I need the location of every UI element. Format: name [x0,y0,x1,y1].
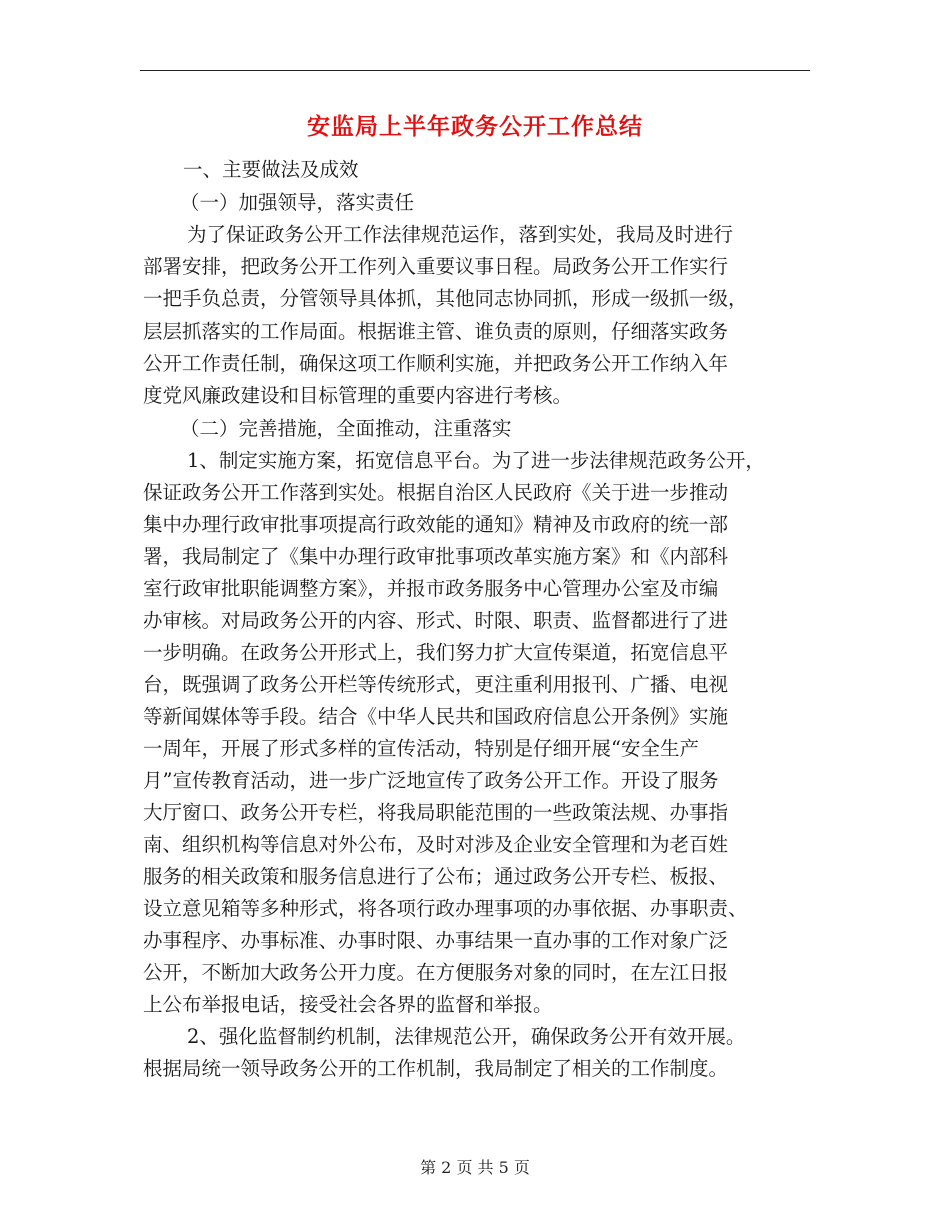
text-line: （二）完善措施，全面推动，注重落实 [180,417,512,440]
text-line: 一把手负总责，分管领导具体抓，其他同志协同抓，形成一级抓一级， [143,287,748,310]
text-line: 层层抓落实的工作局面。根据谁主管、谁负责的原则，仔细落实政务 [143,320,729,343]
text-line: 南、组织机构等信息对外公布，及时对涉及企业安全管理和为老百姓 [143,833,729,856]
text-line: 一、主要做法及成效 [183,158,359,181]
text-line: 为了保证政务公开工作法律规范运作，落到实处，我局及时进行 [187,223,734,246]
text-line: 根据局统一领导政务公开的工作机制，我局制定了相关的工作制度。 [143,1057,729,1080]
text-line: 办事程序、办事标准、办事时限、办事结果一直办事的工作对象广泛 [143,929,729,952]
text-line: 集中办理行政审批事项提高行政效能的通知》精神及市政府的统一部 [143,513,729,536]
text-line: 设立意见箱等多种形式，将各项行政办理事项的办事依据、办事职责、 [143,897,748,920]
text-line: 上公布举报电话，接受社会各界的监督和举报。 [143,993,553,1016]
document-title: 安监局上半年政务公开工作总结 [307,114,643,140]
text-line: 公开工作责任制，确保这项工作顺利实施，并把政务公开工作纳入年 [143,352,729,375]
text-line: 保证政务公开工作落到实处。根据自治区人民政府《关于进一步推动 [143,481,729,504]
text-line: 服务的相关政策和服务信息进行了公布；通过政务公开专栏、板报、 [143,865,729,888]
text-line: 办审核。对局政务公开的内容、形式、时限、职责、监督都进行了进 [143,609,729,632]
text-line: 部署安排，把政务公开工作列入重要议事日程。局政务公开工作实行 [143,255,729,278]
text-line: 1、制定实施方案，拓宽信息平台。为了进一步法律规范政务公开， [187,449,765,472]
text-line: （一）加强领导，落实责任 [180,191,415,214]
text-line: 月”宣传教育活动，进一步广泛地宣传了政务公开工作。开设了服务 [143,769,719,792]
header-rule [140,70,810,71]
text-line: 一周年，开展了形式多样的宣传活动，特别是仔细开展“安全生产 [143,737,699,760]
text-line: 室行政审批职能调整方案》，并报市政务服务中心管理办公室及市编 [143,577,719,600]
page-number: 第 2 页 共 5 页 [420,1158,530,1177]
text-line: 署，我局制定了《集中办理行政审批事项改革实施方案》和《内部科 [143,545,729,568]
text-line: 等新闻媒体等手段。结合《中华人民共和国政府信息公开条例》实施 [143,705,729,728]
text-line: 一步明确。在政务公开形式上，我们努力扩大宣传渠道，拓宽信息平 [143,641,729,664]
text-line: 台，既强调了政务公开栏等传统形式，更注重利用报刊、广播、电视 [143,673,729,696]
text-line: 公开，不断加大政务公开力度。在方便服务对象的同时，在左江日报 [143,961,729,984]
text-line: 度党风廉政建设和目标管理的重要内容进行考核。 [143,384,573,407]
text-line: 大厅窗口、政务公开专栏，将我局职能范围的一些政策法规、办事指 [143,801,729,824]
text-line: 2、强化监督制约机制，法律规范公开，确保政务公开有效开展。 [187,1025,746,1048]
